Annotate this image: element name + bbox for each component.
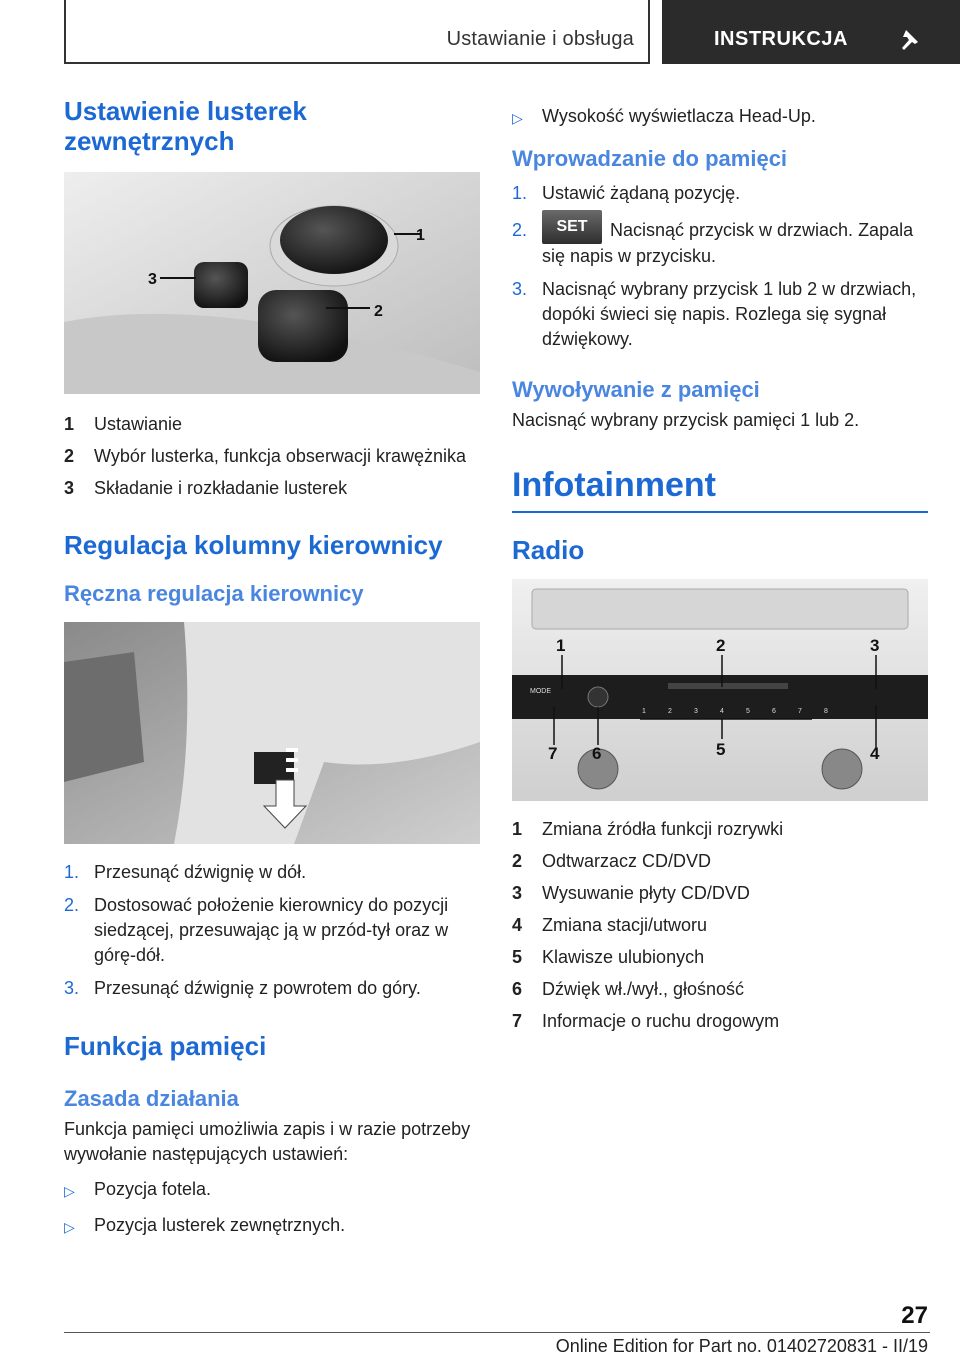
item-text: Wysuwanie płyty CD/DVD bbox=[542, 883, 750, 904]
mirror-callout-1: 1 bbox=[416, 227, 425, 244]
mirror-callout-2: 2 bbox=[374, 303, 383, 320]
mode-label: MODE bbox=[530, 688, 551, 696]
step-number: 1. bbox=[512, 183, 528, 203]
set-button-symbol: SET bbox=[542, 210, 602, 244]
recall-text: Nacisnąć wybrany przycisk pamięci 1 lub 2. bbox=[512, 410, 860, 431]
mirror-callout-3: 3 bbox=[148, 271, 157, 288]
list-item bbox=[512, 945, 928, 969]
list-item bbox=[512, 1009, 928, 1033]
edition-label: Online Edition for Part no. 01402720831 - II/19 bbox=[555, 1336, 928, 1356]
steering-steps bbox=[64, 860, 480, 1001]
item-key: 3 bbox=[64, 478, 75, 498]
bullet-text: Pozycja fotela. bbox=[94, 1179, 212, 1199]
list-item bbox=[512, 881, 928, 905]
list-item bbox=[512, 817, 928, 841]
item-text: Ustawianie bbox=[94, 414, 183, 434]
list-item bbox=[512, 104, 928, 131]
item-key: 1 bbox=[512, 819, 523, 840]
item-key: 4 bbox=[512, 915, 523, 936]
header-section-box bbox=[64, 0, 650, 64]
recall-subheading: Wywoływanie z pamięci bbox=[512, 377, 760, 403]
list-item bbox=[64, 412, 480, 436]
item-text: Klawisze ulubionych bbox=[542, 947, 705, 968]
preset-digit: 1 bbox=[642, 708, 646, 716]
item-key: 5 bbox=[512, 947, 523, 968]
brand-label: INSTRUKCJA bbox=[714, 28, 848, 50]
list-item bbox=[64, 860, 480, 885]
list-item bbox=[64, 1213, 480, 1240]
step-text: Nacisnąć przycisk w drzwiach. Zapala się napis w przycisku. bbox=[542, 220, 914, 267]
pin-icon bbox=[896, 26, 922, 52]
steering-lever-photo bbox=[64, 622, 480, 844]
bullet-icon: ▷ bbox=[64, 1183, 75, 1199]
store-subheading: Wprowadzanie do pamięci bbox=[512, 146, 788, 171]
step-text: Przesunąć dźwignię w dół. bbox=[94, 862, 307, 882]
radio-callout-6: 6 bbox=[592, 744, 602, 764]
radio-callout-3: 3 bbox=[870, 636, 880, 656]
bullet-text: Wysokość wyświetlacza Head-Up. bbox=[542, 106, 816, 126]
bullet-text: Pozycja lusterek zewnętrznych. bbox=[94, 1215, 346, 1235]
list-item bbox=[64, 976, 480, 1001]
radio-legend bbox=[512, 817, 928, 1033]
step-number: 2. bbox=[512, 220, 528, 240]
step-text: Przesunąć dźwignię z powrotem do góry. bbox=[94, 978, 421, 998]
radio-callout-5: 5 bbox=[716, 740, 726, 760]
item-text: Odtwarzacz CD/DVD bbox=[542, 851, 712, 872]
radio-callout-7: 7 bbox=[548, 744, 558, 764]
mirror-legend bbox=[64, 412, 480, 500]
step-text: Ustawić żądaną pozycję. bbox=[542, 183, 741, 203]
section-title: Ustawianie i obsługa bbox=[446, 28, 634, 50]
item-key: 2 bbox=[64, 446, 75, 466]
page-header bbox=[64, 0, 960, 64]
chapter-title: Infotainment bbox=[512, 465, 928, 513]
preset-digit: 2 bbox=[668, 708, 672, 716]
list-item bbox=[64, 893, 480, 968]
radio-heading: Radio bbox=[512, 535, 585, 566]
list-item bbox=[512, 913, 928, 937]
bullet-icon: ▷ bbox=[512, 110, 523, 126]
list-item bbox=[64, 444, 480, 468]
bullet-icon: ▷ bbox=[64, 1219, 75, 1235]
item-key: 3 bbox=[512, 883, 523, 904]
preset-digit: 5 bbox=[746, 708, 750, 716]
list-item bbox=[512, 849, 928, 873]
step-number: 3. bbox=[64, 978, 80, 998]
memory-bullets-cont bbox=[512, 104, 928, 131]
header-brand-box bbox=[662, 0, 960, 64]
list-item bbox=[64, 1177, 480, 1204]
right-column bbox=[512, 104, 928, 1041]
item-text: Składanie i rozkładanie lusterek bbox=[94, 478, 348, 498]
radio-panel-photo bbox=[512, 579, 928, 801]
footer-rule bbox=[64, 1332, 930, 1333]
list-item bbox=[512, 277, 928, 352]
item-key: 1 bbox=[64, 414, 75, 434]
principle-text: Funkcja pamięci umożliwia zapis i w razie potrzeby wywołanie następujących ustawień: bbox=[64, 1119, 471, 1164]
item-key: 7 bbox=[512, 1011, 523, 1032]
principle-bullets bbox=[64, 1177, 480, 1240]
step-text: Nacisnąć wybrany przycisk 1 lub 2 w drzwiach, dopóki świeci się napis. Rozlega się sygnał dźwiękowy. bbox=[542, 279, 917, 350]
page-number: 27 bbox=[901, 1302, 928, 1329]
step-number: 3. bbox=[512, 279, 528, 300]
preset-digit: 7 bbox=[798, 708, 802, 716]
list-item bbox=[512, 181, 928, 206]
principle-subheading: Zasada działania bbox=[64, 1086, 239, 1111]
item-key: 6 bbox=[512, 979, 523, 1000]
item-text: Informacje o ruchu drogowym bbox=[542, 1011, 780, 1032]
left-column bbox=[64, 96, 480, 1249]
item-text: Wybór lusterka, funkcja obserwacji krawężnika bbox=[94, 446, 466, 466]
item-text: Zmiana źródła funkcji rozrywki bbox=[542, 819, 784, 840]
list-item bbox=[64, 476, 480, 500]
step-number: 2. bbox=[64, 895, 80, 915]
item-text: Dźwięk wł./wył., głośność bbox=[542, 979, 745, 1000]
store-steps bbox=[512, 181, 928, 352]
mirror-controls-photo bbox=[64, 172, 480, 394]
radio-callout-2: 2 bbox=[716, 636, 726, 656]
steering-heading: Regulacja kolumny kierownicy bbox=[64, 530, 443, 560]
list-item bbox=[512, 977, 928, 1001]
memory-heading: Funkcja pamięci bbox=[64, 1031, 267, 1061]
preset-digit: 3 bbox=[694, 708, 698, 716]
mirrors-heading: Ustawienie lusterek zewnętrznych bbox=[64, 96, 307, 156]
radio-callout-4: 4 bbox=[870, 744, 880, 764]
step-text: Dostosować położenie kierownicy do pozycji siedzącej, przesuwając ją w przód-tył oraz w górę-dół. bbox=[94, 895, 449, 965]
steering-subheading: Ręczna regulacja kierownicy bbox=[64, 581, 364, 606]
item-key: 2 bbox=[512, 851, 523, 872]
preset-digit: 6 bbox=[772, 708, 776, 716]
step-number: 1. bbox=[64, 862, 80, 882]
item-text: Zmiana stacji/utworu bbox=[542, 915, 708, 936]
preset-digit: 4 bbox=[720, 708, 724, 716]
preset-digit: 8 bbox=[824, 708, 828, 716]
list-item bbox=[512, 218, 928, 269]
radio-callout-1: 1 bbox=[556, 636, 566, 656]
